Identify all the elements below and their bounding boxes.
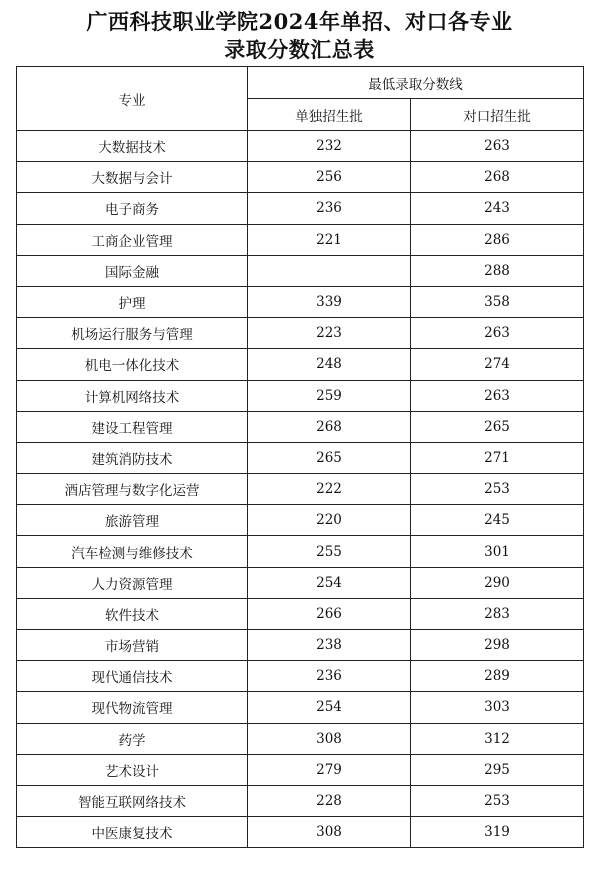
cell-vocational-score: 274 [411,349,584,380]
cell-major: 机电一体化技术 [17,349,248,380]
header-single-batch: 单独招生批 [248,99,411,131]
cell-vocational-score: 358 [411,286,584,317]
page-title: 广西科技职业学院2024年单招、对口各专业 [86,9,513,34]
table-row [17,411,584,442]
cell-vocational-score: 253 [411,474,584,505]
table-row [17,224,584,255]
cell-major: 国际金融 [17,255,248,286]
cell-vocational-score: 301 [411,536,584,567]
cell-single-score: 266 [248,598,411,629]
table-row [17,598,584,629]
cell-single-score: 221 [248,224,411,255]
cell-vocational-score: 289 [411,661,584,692]
cell-vocational-score: 298 [411,630,584,661]
table-row [17,162,584,193]
cell-major: 药学 [17,723,248,754]
cell-single-score: 254 [248,567,411,598]
cell-major: 护理 [17,286,248,317]
table-row [17,349,584,380]
table-row [17,661,584,692]
cell-single-score: 254 [248,692,411,723]
cell-major: 中医康复技术 [17,817,248,848]
table-row [17,131,584,162]
cell-major: 工商企业管理 [17,224,248,255]
cell-vocational-score: 271 [411,442,584,473]
table-row [17,723,584,754]
cell-single-score [248,255,411,286]
table-row [17,567,584,598]
cell-single-score: 223 [248,318,411,349]
cell-vocational-score: 265 [411,411,584,442]
cell-major: 艺术设计 [17,754,248,785]
header-major: 专业 [17,67,248,131]
cell-vocational-score: 295 [411,754,584,785]
table-row [17,286,584,317]
cell-vocational-score: 319 [411,817,584,848]
cell-single-score: 268 [248,411,411,442]
cell-major: 计算机网络技术 [17,380,248,411]
cell-single-score: 236 [248,193,411,224]
cell-major: 现代物流管理 [17,692,248,723]
cell-single-score: 232 [248,131,411,162]
cell-single-score: 339 [248,286,411,317]
cell-vocational-score: 288 [411,255,584,286]
cell-vocational-score: 312 [411,723,584,754]
cell-major: 电子商务 [17,193,248,224]
cell-single-score: 236 [248,661,411,692]
cell-major: 酒店管理与数字化运营 [17,474,248,505]
cell-single-score: 265 [248,442,411,473]
cell-single-score: 238 [248,630,411,661]
cell-major: 建设工程管理 [17,411,248,442]
cell-vocational-score: 243 [411,193,584,224]
cell-single-score: 228 [248,785,411,816]
header-min-score: 最低录取分数线 [248,67,584,99]
cell-major: 旅游管理 [17,505,248,536]
cell-vocational-score: 303 [411,692,584,723]
cell-major: 智能互联网络技术 [17,785,248,816]
table-row [17,817,584,848]
cell-vocational-score: 263 [411,380,584,411]
table-row [17,442,584,473]
table-row [17,785,584,816]
table-body [17,131,584,848]
table-row [17,536,584,567]
table-header-row [17,67,584,99]
cell-vocational-score: 290 [411,567,584,598]
cell-major: 机场运行服务与管理 [17,318,248,349]
cell-vocational-score: 268 [411,162,584,193]
cell-major: 大数据技术 [17,131,248,162]
header-vocational-batch: 对口招生批 [411,99,584,131]
cell-single-score: 279 [248,754,411,785]
cell-major: 现代通信技术 [17,661,248,692]
cell-single-score: 248 [248,349,411,380]
table-row [17,754,584,785]
table-row [17,318,584,349]
cell-major: 汽车检测与维修技术 [17,536,248,567]
cell-single-score: 308 [248,817,411,848]
table-row [17,474,584,505]
cell-vocational-score: 283 [411,598,584,629]
cell-single-score: 259 [248,380,411,411]
cell-single-score: 255 [248,536,411,567]
table-row [17,692,584,723]
cell-vocational-score: 253 [411,785,584,816]
cell-single-score: 220 [248,505,411,536]
cell-single-score: 308 [248,723,411,754]
cell-major: 软件技术 [17,598,248,629]
cell-vocational-score: 286 [411,224,584,255]
table-row [17,380,584,411]
table-row [17,193,584,224]
cell-major: 大数据与会计 [17,162,248,193]
cell-major: 人力资源管理 [17,567,248,598]
table-row [17,630,584,661]
cell-vocational-score: 263 [411,318,584,349]
page-subtitle: 录取分数汇总表 [224,37,375,62]
table-row [17,255,584,286]
cell-major: 市场营销 [17,630,248,661]
score-table [16,66,584,848]
cell-single-score: 222 [248,474,411,505]
cell-vocational-score: 263 [411,131,584,162]
table-row [17,505,584,536]
cell-single-score: 256 [248,162,411,193]
cell-vocational-score: 245 [411,505,584,536]
cell-major: 建筑消防技术 [17,442,248,473]
